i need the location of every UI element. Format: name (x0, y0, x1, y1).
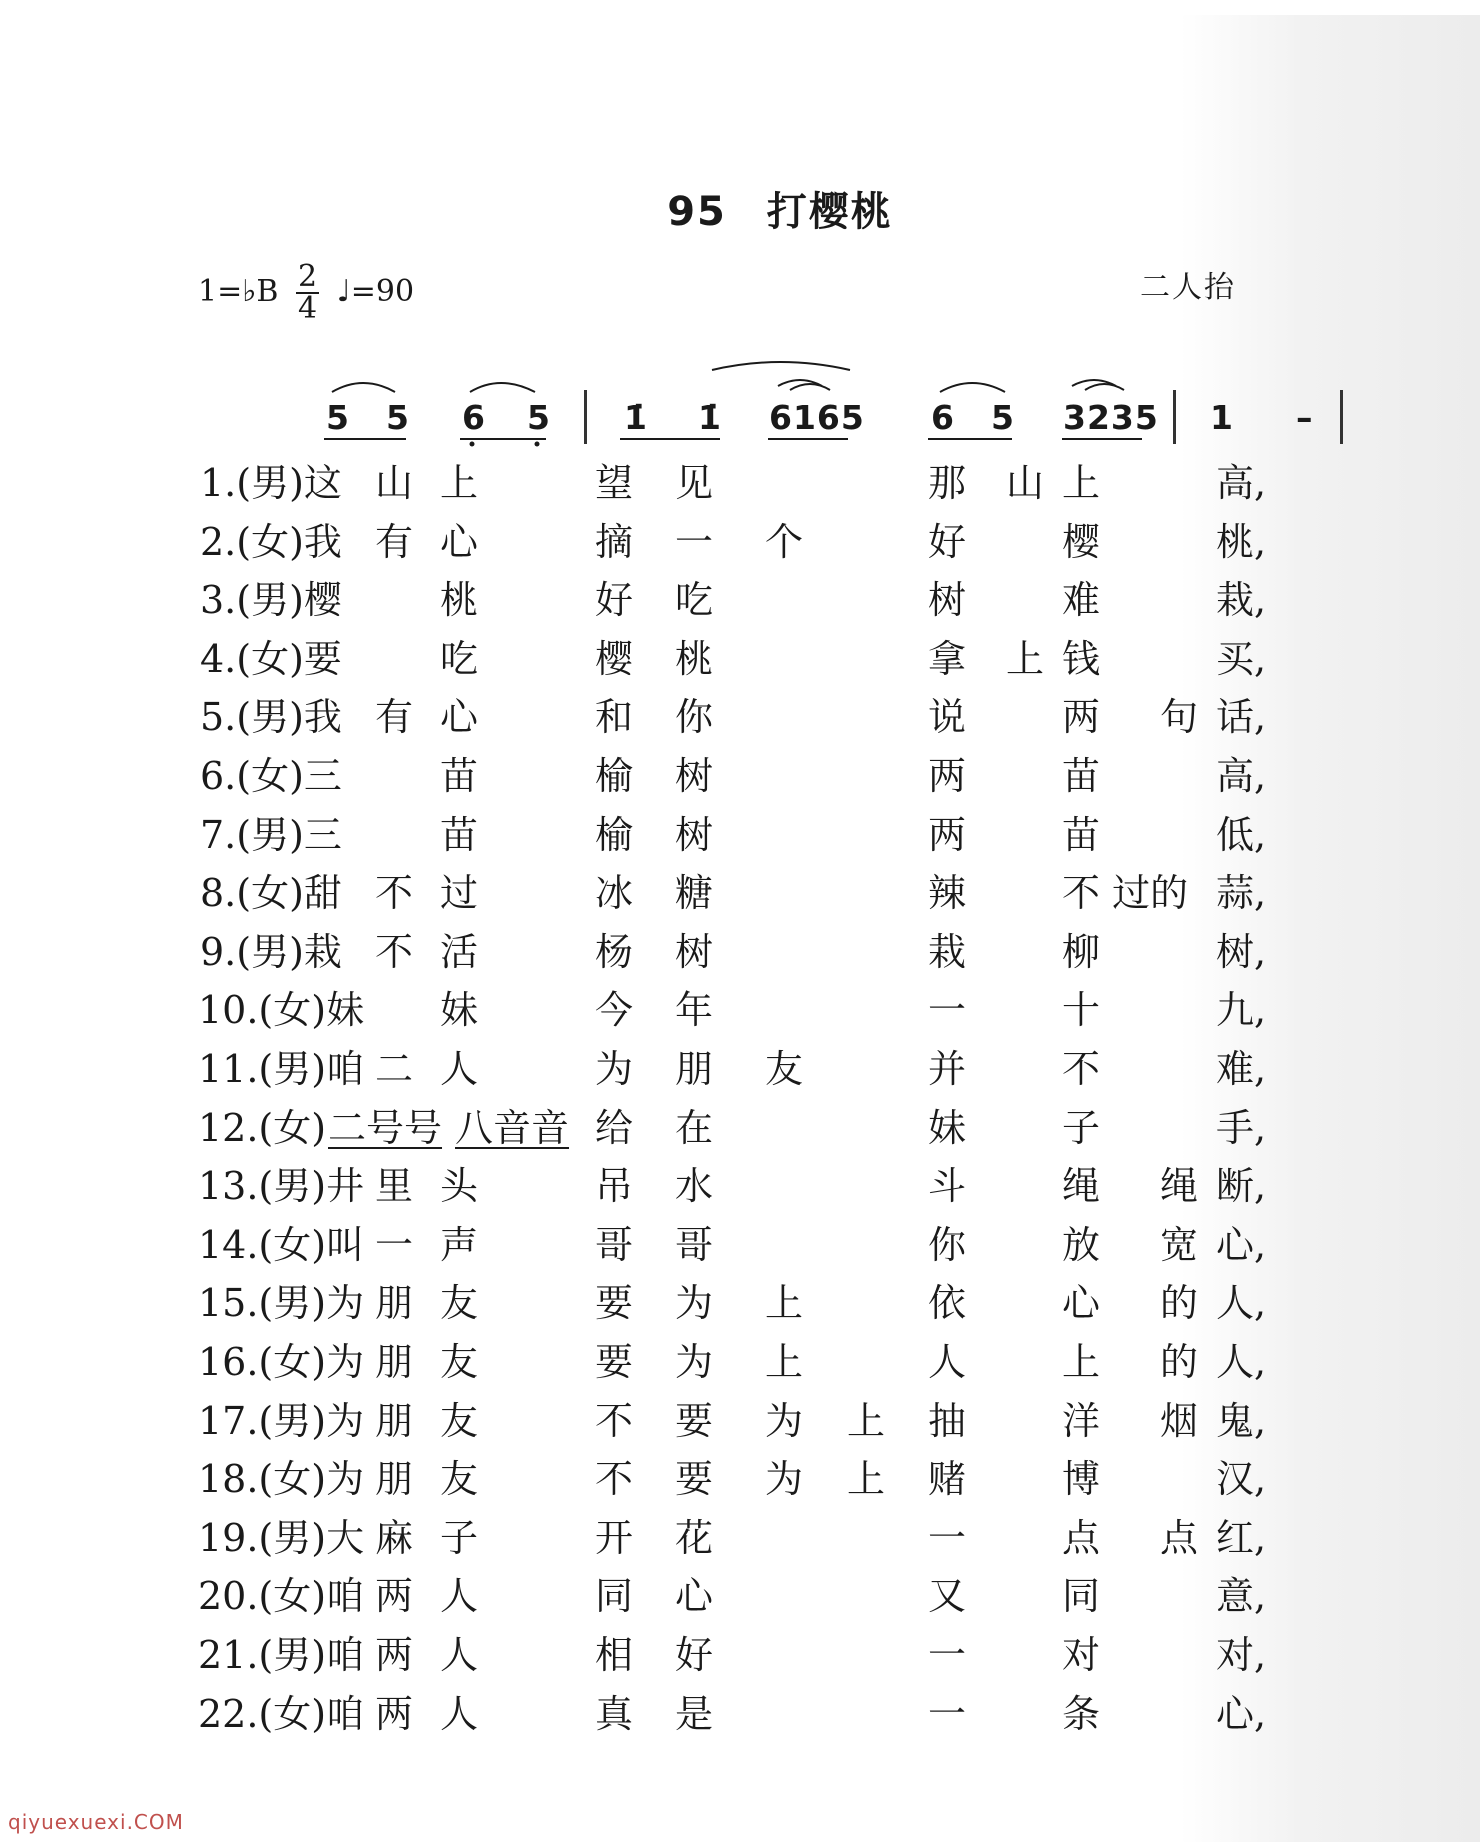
key-label: 1=♭B (198, 274, 279, 309)
barline-2 (1173, 390, 1176, 444)
lyric-syllable: 辣 (928, 871, 967, 916)
lyric-syllable: 放 (1062, 1222, 1101, 1267)
lyric-syllable: 心 (440, 695, 479, 740)
lyric-line (200, 1507, 1300, 1565)
lyric-syllable: 两 (928, 754, 967, 798)
lyric-syllable: 好 (928, 519, 967, 564)
lyric-syllable: 吃 (440, 636, 479, 681)
lyric-syllable: 相 (595, 1633, 634, 1677)
lyric-syllable: 为 (675, 1340, 714, 1384)
lyric-syllable: 桃 (675, 636, 714, 681)
lyric-syllable: 在 (675, 1105, 714, 1150)
beam-6 (1062, 438, 1142, 440)
lyric-line (200, 1331, 1300, 1389)
lyric-syllable: 烟 (1160, 1398, 1199, 1443)
lyric-syllable: 的 (1160, 1281, 1199, 1326)
lyric-syllable: 是 (675, 1691, 714, 1736)
lyric-syllable: 人 (440, 1691, 479, 1736)
lyric-syllable: 拿 (928, 636, 967, 681)
lyric-syllable: 难 (1062, 578, 1101, 623)
song-name: 打樱桃 (766, 189, 893, 235)
lyric-syllable: 一 (928, 1515, 967, 1560)
lyric-syllable: 心 (440, 519, 479, 564)
lyric-line (200, 1214, 1300, 1272)
lyric-verse-start: 17.(男)为 (198, 1398, 365, 1443)
lyric-syllable: 友 (440, 1457, 479, 1502)
lyric-syllable: 的 (1160, 1340, 1199, 1384)
lyric-syllable: 过 (440, 871, 479, 916)
lyric-syllable: 个 (765, 519, 804, 564)
lyric-syllable: 朋 (375, 1398, 414, 1443)
lyric-syllable: 不 (1062, 1047, 1101, 1091)
lyric-syllable: 上 (1006, 636, 1045, 681)
lyric-syllable: 对 (1062, 1633, 1101, 1677)
lyric-syllable: 两 (1062, 695, 1101, 740)
lyric-line (200, 1155, 1300, 1213)
lyric-syllable: 要 (595, 1281, 634, 1326)
lyric-syllable: 心 (1062, 1281, 1101, 1326)
lyric-syllable: 人 (440, 1047, 479, 1091)
lyric-syllable: 依 (928, 1281, 967, 1326)
lyric-syllable: 洋 (1062, 1398, 1101, 1443)
song-title (0, 180, 1480, 237)
lyric-syllable: 手, (1216, 1105, 1267, 1150)
lyric-syllable: 友 (440, 1281, 479, 1326)
lyric-syllable: 妹 (440, 988, 479, 1033)
lyric-syllable: 人, (1216, 1340, 1267, 1384)
lyric-syllable: 要 (595, 1340, 634, 1384)
lyric-line (200, 569, 1300, 627)
lyric-syllable: 子 (1062, 1105, 1101, 1150)
beam-2 (460, 438, 546, 440)
lyric-syllable: 两 (928, 812, 967, 857)
lyric-syllable: 桃 (440, 578, 479, 623)
lyric-syllable: 说 (928, 695, 967, 740)
lyric-syllable: 两 (375, 1691, 414, 1736)
beam-1 (324, 438, 406, 440)
lyric-syllable: 博 (1062, 1457, 1101, 1502)
lyric-line (200, 1038, 1300, 1096)
lyric-line (200, 1565, 1300, 1623)
lyric-verse-start: 5.(男)我 (200, 695, 342, 740)
lyric-syllable: 榆 (595, 812, 634, 857)
lyric-syllable: 要 (675, 1398, 714, 1443)
lyric-syllable: 一 (675, 519, 714, 564)
lyric-verse-start: 3.(男)樱 (200, 578, 342, 623)
lyric-syllable: 山 (375, 461, 414, 505)
lyric-syllable: 句 (1160, 695, 1199, 740)
lyric-syllable: 意, (1216, 1574, 1267, 1619)
lyric-syllable: 樱 (595, 636, 634, 681)
lyric-verse-start: 12.(女) (198, 1105, 327, 1150)
lyric-syllable: 钱 (1062, 636, 1101, 681)
lyric-verse-start: 11.(男)咱 (198, 1047, 365, 1091)
lyric-line (200, 1683, 1300, 1741)
lyric-syllable: 难, (1216, 1047, 1267, 1091)
lyric-syllable: 又 (928, 1574, 967, 1619)
key-signature (198, 259, 415, 326)
lyric-syllable: 赌 (928, 1457, 967, 1502)
note-3: 6 (462, 398, 486, 437)
lyric-syllable: 上 (765, 1281, 804, 1326)
lyric-syllable: 好 (595, 578, 634, 623)
lyric-line (200, 979, 1300, 1037)
lyric-syllable: 要 (675, 1457, 714, 1502)
lyric-syllable: 山 (1006, 461, 1045, 505)
lyric-line (200, 1272, 1300, 1330)
lyric-syllable: 不 (595, 1457, 634, 1502)
lyric-syllable: 不 (595, 1398, 634, 1443)
lyric-syllable: 不 过的 (1062, 871, 1189, 916)
note-9: 5 (991, 398, 1015, 437)
note-11: 1 (1210, 398, 1234, 437)
lyric-syllable: 为 (765, 1457, 804, 1502)
lyric-syllable: 高, (1216, 461, 1267, 505)
note-7: 6165 (769, 398, 865, 437)
lyric-verse-start: 13.(男)井 (198, 1164, 365, 1209)
lyric-syllable: 上 (847, 1398, 886, 1443)
lyric-line (200, 511, 1300, 569)
lyric-syllable: 真 (595, 1691, 634, 1736)
lyric-syllable: 苗 (440, 754, 479, 798)
lyric-syllable: 高, (1216, 754, 1267, 798)
lyric-syllable: 心, (1216, 1222, 1267, 1267)
lyric-verse-start: 16.(女)为 (198, 1340, 365, 1384)
lyric-verse-start: 6.(女)三 (200, 754, 342, 798)
note-4: 5 (527, 398, 551, 437)
lyric-syllable: 好 (675, 1633, 714, 1677)
lyric-syllable: 樱 (1062, 519, 1101, 564)
lyric-syllable: 栽 (928, 929, 967, 974)
lyric-line (200, 1097, 1300, 1155)
lyric-syllable: 买, (1216, 636, 1267, 681)
lyric-syllable: 绳 (1062, 1164, 1101, 1209)
time-signature (296, 259, 319, 326)
lyric-syllable: 榆 (595, 754, 634, 798)
lyric-verse-start: 22.(女)咱 (198, 1691, 365, 1736)
note-2: 5 (386, 398, 410, 437)
lyric-syllable: 苗 (1062, 812, 1101, 857)
barline-1 (584, 390, 587, 444)
lyric-syllable: 心 (675, 1574, 714, 1619)
lyric-syllable: 人 (440, 1574, 479, 1619)
lyric-verse-start: 2.(女)我 (200, 519, 342, 564)
lyric-syllable: 为 (675, 1281, 714, 1326)
note-12: – (1296, 398, 1314, 437)
time-numerator: 2 (297, 259, 318, 294)
lyric-syllable: 上 (765, 1340, 804, 1384)
lyric-syllable: 柳 (1062, 929, 1101, 974)
lyric-line (200, 862, 1300, 920)
lyric-syllable: 年 (675, 988, 714, 1033)
lyric-syllable: 水 (675, 1164, 714, 1209)
lyric-syllable: 头 (440, 1164, 479, 1209)
lyric-verse-start: 18.(女)为 (198, 1457, 365, 1502)
note-10: 3235 (1063, 398, 1159, 437)
lyric-syllable: 子 (440, 1515, 479, 1560)
page-top-margin (0, 0, 1480, 15)
lyric-syllable: 同 (595, 1574, 634, 1619)
lyric-syllable: 红, (1216, 1515, 1267, 1560)
song-number: 95 (667, 189, 727, 235)
lyric-syllable: 栽, (1216, 578, 1267, 623)
lyric-syllable: 花 (675, 1515, 714, 1560)
lyric-syllable: 二 (375, 1047, 414, 1091)
lyric-syllable: 里 (375, 1164, 414, 1209)
tempo-mark: ♩=90 (336, 274, 415, 309)
lyric-syllable: 人 (928, 1340, 967, 1384)
lyric-syllable: 不 (375, 871, 414, 916)
lyric-syllable: 有 (375, 519, 414, 564)
lyric-syllable: 汉, (1216, 1457, 1267, 1502)
beam-5 (928, 438, 1012, 440)
lyric-syllable: 八音音 (455, 1105, 570, 1150)
lyric-syllable: 低, (1216, 812, 1267, 857)
note-1: 5 (326, 398, 350, 437)
lyric-syllable: 同 (1062, 1574, 1101, 1619)
lyric-syllable: 两 (375, 1633, 414, 1677)
lyric-syllable: 朋 (375, 1457, 414, 1502)
lyric-verse-start: 10.(女)妹 (198, 988, 365, 1033)
lyric-verse-start: 15.(男)为 (198, 1281, 365, 1326)
lyric-syllable: 麻 (375, 1515, 414, 1560)
lyric-syllable: 妹 (928, 1105, 967, 1150)
lyric-line (200, 745, 1300, 803)
lyric-verse-start: 21.(男)咱 (198, 1633, 365, 1677)
lyric-syllable: 树 (928, 578, 967, 623)
lyric-syllable: 并 (928, 1047, 967, 1091)
lyric-syllable: 有 (375, 695, 414, 740)
lyric-syllable: 两 (375, 1574, 414, 1619)
lyric-syllable: 给 (595, 1105, 634, 1150)
lyric-syllable: 望 (595, 461, 634, 505)
lyric-syllable: 宽 (1160, 1222, 1199, 1267)
lyric-syllable: 吃 (675, 578, 714, 623)
beam-4 (768, 438, 848, 440)
lyric-syllable: 断, (1216, 1164, 1267, 1209)
lyric-syllable: 树 (675, 754, 714, 798)
lyric-line (200, 804, 1300, 862)
lyric-syllable: 上 (1062, 461, 1101, 505)
lyric-syllable: 杨 (595, 929, 634, 974)
lyric-syllable: 活 (440, 929, 479, 974)
lyric-syllable: 哥 (595, 1222, 634, 1267)
lyric-line (200, 628, 1300, 686)
lyric-syllable: 树 (675, 812, 714, 857)
lyric-syllable: 见 (675, 461, 714, 505)
lyric-syllable: 话, (1216, 695, 1267, 740)
lyric-syllable: 斗 (928, 1164, 967, 1209)
lyric-verse-start: 7.(男)三 (200, 812, 342, 857)
lyric-syllable: 糖 (675, 871, 714, 916)
lyric-verse-start: 8.(女)甜 (200, 871, 342, 916)
lyric-syllable: 点 (1062, 1515, 1101, 1560)
lyric-syllable: 朋 (675, 1047, 714, 1091)
lyric-line (200, 1448, 1300, 1506)
beam-3 (620, 438, 720, 440)
lyric-syllable: 开 (595, 1515, 634, 1560)
lyric-syllable: 点 (1160, 1515, 1199, 1560)
lyric-line (200, 1390, 1300, 1448)
lyric-syllable: 不 (375, 929, 414, 974)
lyric-syllable: 友 (765, 1047, 804, 1091)
lyric-line (200, 686, 1300, 744)
lyric-syllable: 一 (928, 1633, 967, 1677)
note-8: 6 (931, 398, 955, 437)
lyric-syllable: 摘 (595, 519, 634, 564)
lyric-syllable: 上 (847, 1457, 886, 1502)
lyric-line (200, 921, 1300, 979)
lyric-verse-start: 20.(女)咱 (198, 1574, 365, 1619)
lyric-syllable: 和 (595, 695, 634, 740)
time-denominator: 4 (297, 291, 318, 326)
lyric-verse-start: 14.(女)叫 (198, 1222, 365, 1267)
lyric-syllable: 为 (765, 1398, 804, 1443)
lyric-syllable: 二号号 (328, 1105, 443, 1150)
lyric-syllable: 朋 (375, 1281, 414, 1326)
lyric-syllable: 今 (595, 988, 634, 1033)
lyric-syllable: 一 (375, 1222, 414, 1267)
lyric-syllable: 那 (928, 461, 967, 505)
lyric-syllable: 条 (1062, 1691, 1101, 1736)
lyric-syllable: 上 (440, 461, 479, 505)
lyric-syllable: 心, (1216, 1691, 1267, 1736)
lyric-syllable: 十 (1062, 988, 1101, 1033)
site-watermark: qiyuexuexi.COM (8, 1810, 184, 1834)
lyric-line (200, 1624, 1300, 1682)
lyric-verse-start: 9.(男)栽 (200, 929, 342, 974)
lyric-syllable: 朋 (375, 1340, 414, 1384)
lyric-syllable: 苗 (440, 812, 479, 857)
credit-label: 二人抬 (1140, 270, 1236, 305)
lyric-syllable: 人, (1216, 1281, 1267, 1326)
lyric-syllable: 上 (1062, 1340, 1101, 1384)
lyric-syllable: 苗 (1062, 754, 1101, 798)
lyric-line (200, 452, 1300, 510)
lyric-verse-start: 1.(男)这 (200, 461, 342, 505)
lyric-syllable: 桃, (1216, 519, 1267, 564)
lyric-verse-start: 19.(男)大 (198, 1515, 365, 1560)
lyric-syllable: 蒜, (1216, 871, 1267, 916)
lyric-syllable: 抽 (928, 1398, 967, 1443)
note-5: 1̇ (624, 398, 648, 437)
lyric-syllable: 冰 (595, 871, 634, 916)
lyric-syllable: 九, (1216, 988, 1267, 1033)
lyric-syllable: 树, (1216, 929, 1267, 974)
lyric-syllable: 树 (675, 929, 714, 974)
lyric-syllable: 为 (595, 1047, 634, 1091)
lyric-syllable: 鬼, (1216, 1398, 1267, 1443)
lyric-syllable: 对, (1216, 1633, 1267, 1677)
lyric-syllable: 你 (675, 695, 714, 740)
barline-3 (1340, 390, 1343, 444)
lyric-syllable: 一 (928, 988, 967, 1033)
lyric-syllable: 声 (440, 1222, 479, 1267)
lyric-syllable: 你 (928, 1222, 967, 1267)
lyric-syllable: 人 (440, 1633, 479, 1677)
lyric-syllable: 哥 (675, 1222, 714, 1267)
lyric-syllable: 绳 (1160, 1164, 1199, 1209)
lyric-syllable: 友 (440, 1340, 479, 1384)
lyric-syllable: 吊 (595, 1164, 634, 1209)
note-6: 1̇ (698, 398, 722, 437)
lyric-syllable: 一 (928, 1691, 967, 1736)
lyric-syllable: 友 (440, 1398, 479, 1443)
lyric-verse-start: 4.(女)要 (200, 636, 342, 681)
